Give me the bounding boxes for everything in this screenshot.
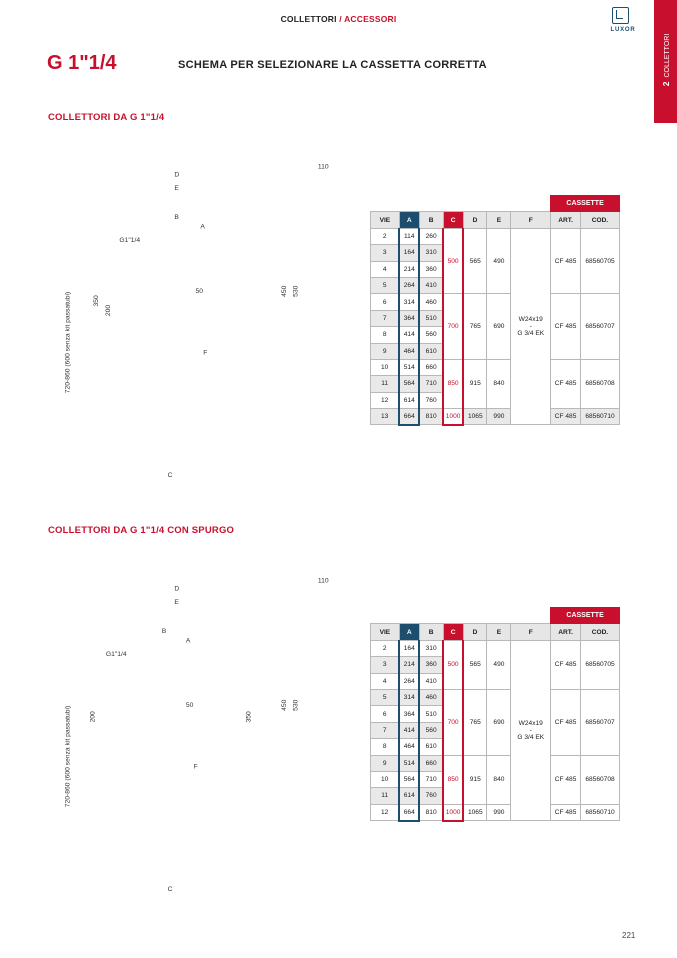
cell-cod: 68560710 — [581, 804, 620, 820]
side-tab-text: COLLETTORI — [663, 33, 671, 78]
col-header-f: F — [511, 212, 551, 228]
col-header-vie: VIE — [371, 212, 400, 228]
dim-label-450: 450 — [281, 699, 289, 711]
cell-a: 264 — [399, 277, 419, 293]
breadcrumb-separator: / — [339, 14, 342, 24]
cell-a: 214 — [399, 261, 419, 277]
cell-a: 464 — [399, 739, 419, 755]
cell-b: 360 — [419, 657, 443, 673]
cassette-table-1 — [370, 195, 620, 426]
f-line-3: G 3/4 EK — [517, 330, 545, 338]
cell-b: 510 — [419, 706, 443, 722]
cell-art: CF 485 — [551, 228, 581, 294]
cell-a: 414 — [399, 327, 419, 343]
dim-label-b: B — [161, 627, 167, 635]
cell-cod: 68560707 — [581, 294, 620, 360]
col-header-cod: COD. — [581, 624, 620, 640]
cell-a: 314 — [399, 689, 419, 705]
cell-b: 810 — [419, 409, 443, 425]
cell-d: 565 — [463, 640, 487, 689]
col-header-c: C — [443, 212, 463, 228]
col-header-c: C — [443, 624, 463, 640]
brand-logo — [603, 7, 643, 35]
dim-label-d: D — [174, 585, 180, 593]
cell-cod: 68560708 — [581, 755, 620, 804]
cell-a: 414 — [399, 722, 419, 738]
dim-label-a: A — [185, 637, 191, 645]
cell-vie: 4 — [371, 673, 400, 689]
col-header-a: A — [399, 212, 419, 228]
dim-label-d: D — [174, 171, 180, 179]
cell-b: 460 — [419, 689, 443, 705]
dim-label-c: C — [167, 886, 173, 894]
cell-vie: 8 — [371, 739, 400, 755]
cell-a: 364 — [399, 706, 419, 722]
col-header-vie: VIE — [371, 624, 400, 640]
col-header-b: B — [419, 212, 443, 228]
dim-label-e: E — [174, 184, 179, 192]
cell-c: 500 — [443, 640, 463, 689]
cell-d: 1065 — [463, 409, 487, 425]
cell-e: 840 — [487, 359, 511, 408]
side-tab-number: 2 — [660, 81, 671, 87]
cell-e: 490 — [487, 640, 511, 689]
cell-b: 460 — [419, 294, 443, 310]
cell-vie: 6 — [371, 706, 400, 722]
cell-b: 810 — [419, 804, 443, 820]
dim-label-50: 50 — [195, 288, 204, 296]
cell-art: CF 485 — [551, 294, 581, 360]
cell-c: 850 — [443, 359, 463, 408]
cell-d: 765 — [463, 689, 487, 755]
cell-cod: 68560710 — [581, 409, 620, 425]
cell-e: 990 — [487, 409, 511, 425]
cell-vie: 12 — [371, 392, 400, 408]
cell-art: CF 485 — [551, 804, 581, 820]
cell-vie: 7 — [371, 722, 400, 738]
cell-vie: 10 — [371, 359, 400, 375]
dim-label-b: B — [174, 213, 179, 221]
cell-vie: 5 — [371, 689, 400, 705]
col-header-cod: COD. — [581, 212, 620, 228]
cell-b: 710 — [419, 376, 443, 392]
cell-e: 690 — [487, 294, 511, 360]
cell-b: 610 — [419, 343, 443, 359]
cell-cod: 68560708 — [581, 359, 620, 408]
cell-b: 760 — [419, 788, 443, 804]
col-header-d: D — [463, 212, 487, 228]
col-header-b: B — [419, 624, 443, 640]
cell-a: 514 — [399, 755, 419, 771]
side-tab-label — [661, 34, 671, 87]
cell-vie: 3 — [371, 657, 400, 673]
cassette-header: CASSETTE — [551, 196, 620, 212]
col-header-e: E — [487, 624, 511, 640]
cell-art: CF 485 — [551, 755, 581, 804]
cell-vie: 9 — [371, 755, 400, 771]
cell-b: 660 — [419, 755, 443, 771]
cell-d: 915 — [463, 755, 487, 804]
cell-e: 840 — [487, 755, 511, 804]
cell-art: CF 485 — [551, 409, 581, 425]
cell-vie: 6 — [371, 294, 400, 310]
dim-label-f: F — [193, 763, 198, 771]
dim-label-200: 200 — [104, 304, 112, 317]
cell-vie: 9 — [371, 343, 400, 359]
cell-a: 314 — [399, 294, 419, 310]
cell-a: 164 — [399, 640, 419, 656]
cell-a: 614 — [399, 788, 419, 804]
side-chapter-tab — [654, 0, 677, 123]
cell-vie: 7 — [371, 310, 400, 326]
scheme-title: SCHEMA PER SELEZIONARE LA CASSETTA CORRETTA — [178, 59, 487, 71]
cell-cod: 68560705 — [581, 228, 620, 294]
cell-b: 360 — [419, 261, 443, 277]
dim-label-450: 450 — [281, 285, 289, 297]
dim-label-110: 110 — [317, 577, 329, 585]
cell-vie: 2 — [371, 228, 400, 244]
cell-a: 564 — [399, 376, 419, 392]
cell-f — [511, 228, 551, 425]
cell-b: 510 — [419, 310, 443, 326]
cell-a: 664 — [399, 804, 419, 820]
cell-a: 164 — [399, 245, 419, 261]
cell-a: 614 — [399, 392, 419, 408]
cell-b: 760 — [419, 392, 443, 408]
f-line-1: W24x19 — [518, 719, 543, 727]
cell-art: CF 485 — [551, 640, 581, 689]
cell-vie: 3 — [371, 245, 400, 261]
cell-b: 710 — [419, 771, 443, 787]
cell-a: 514 — [399, 359, 419, 375]
f-line-3: G 3/4 EK — [517, 733, 545, 741]
cell-d: 765 — [463, 294, 487, 360]
dim-label-350: 350 — [93, 295, 101, 307]
col-header-f: F — [511, 624, 551, 640]
cassette-header: CASSETTE — [551, 608, 620, 624]
cell-b: 610 — [419, 739, 443, 755]
cell-c: 700 — [443, 689, 463, 755]
cell-d: 915 — [463, 359, 487, 408]
cell-f — [511, 640, 551, 820]
cell-vie: 10 — [371, 771, 400, 787]
f-line-2: - — [529, 323, 532, 331]
cell-b: 410 — [419, 277, 443, 293]
cell-c: 500 — [443, 228, 463, 294]
section-title-1: COLLETTORI DA G 1"1/4 — [48, 112, 165, 123]
dim-label-200: 200 — [89, 711, 97, 723]
dim-label-c: C — [167, 472, 173, 480]
cell-vie: 11 — [371, 788, 400, 804]
f-line-2: - — [529, 726, 532, 734]
cell-a: 564 — [399, 771, 419, 787]
cell-e: 490 — [487, 228, 511, 294]
col-header-art: ART. — [551, 212, 581, 228]
cell-vie: 4 — [371, 261, 400, 277]
cell-b: 310 — [419, 640, 443, 656]
cell-art: CF 485 — [551, 689, 581, 755]
dim-label-f: F — [203, 349, 208, 357]
page-title: G 1"1/4 — [47, 52, 117, 74]
cell-d: 1065 — [463, 804, 487, 820]
logo-text: LUXOR — [610, 27, 636, 33]
cell-c: 1000 — [443, 409, 463, 425]
cell-b: 410 — [419, 673, 443, 689]
cell-e: 690 — [487, 689, 511, 755]
cell-b: 560 — [419, 722, 443, 738]
thread-label: G1"1/4 — [119, 236, 141, 244]
page-number: 221 — [622, 931, 636, 940]
dim-label-530: 530 — [292, 285, 300, 297]
cell-vie: 12 — [371, 804, 400, 820]
breadcrumb-main: COLLETTORI — [280, 14, 337, 24]
cassette-table-2 — [370, 607, 620, 822]
thread-label: G1"1/4 — [105, 650, 127, 658]
cell-a: 214 — [399, 657, 419, 673]
dim-label-350: 350 — [245, 711, 253, 723]
cell-a: 264 — [399, 673, 419, 689]
dim-label-vertical: 720-860 (600 senza kit passatubi) — [64, 291, 72, 394]
f-line-1: W24x19 — [518, 316, 543, 324]
cell-c: 850 — [443, 755, 463, 804]
col-header-a: A — [399, 624, 419, 640]
dim-label-a: A — [200, 223, 205, 231]
drawing-section-1 — [60, 160, 360, 480]
breadcrumb-accent: ACCESSORI — [344, 14, 397, 24]
cell-vie: 11 — [371, 376, 400, 392]
dim-label-vertical: 720-860 (600 senza kit passatubi) — [64, 705, 72, 808]
cell-e: 990 — [487, 804, 511, 820]
dim-label-50: 50 — [185, 702, 194, 710]
cell-a: 114 — [399, 228, 419, 244]
col-header-art: ART. — [551, 624, 581, 640]
cell-c: 700 — [443, 294, 463, 360]
cell-cod: 68560705 — [581, 640, 620, 689]
cell-a: 364 — [399, 310, 419, 326]
cell-b: 660 — [419, 359, 443, 375]
dim-label-110: 110 — [317, 163, 329, 171]
logo-mark-icon — [612, 7, 629, 24]
cell-art: CF 485 — [551, 359, 581, 408]
dim-label-e: E — [174, 598, 179, 606]
cell-vie: 8 — [371, 327, 400, 343]
cell-vie: 2 — [371, 640, 400, 656]
breadcrumb — [0, 14, 677, 24]
drawing-section-2 — [60, 574, 360, 894]
col-header-e: E — [487, 212, 511, 228]
cell-d: 565 — [463, 228, 487, 294]
cell-vie: 13 — [371, 409, 400, 425]
col-header-d: D — [463, 624, 487, 640]
cell-cod: 68560707 — [581, 689, 620, 755]
section-title-2: COLLETTORI DA G 1"1/4 CON SPURGO — [48, 525, 235, 536]
cell-b: 260 — [419, 228, 443, 244]
dim-label-530: 530 — [292, 699, 300, 711]
cell-b: 560 — [419, 327, 443, 343]
cell-a: 464 — [399, 343, 419, 359]
cell-c: 1000 — [443, 804, 463, 820]
cell-b: 310 — [419, 245, 443, 261]
cell-vie: 5 — [371, 277, 400, 293]
cell-a: 664 — [399, 409, 419, 425]
